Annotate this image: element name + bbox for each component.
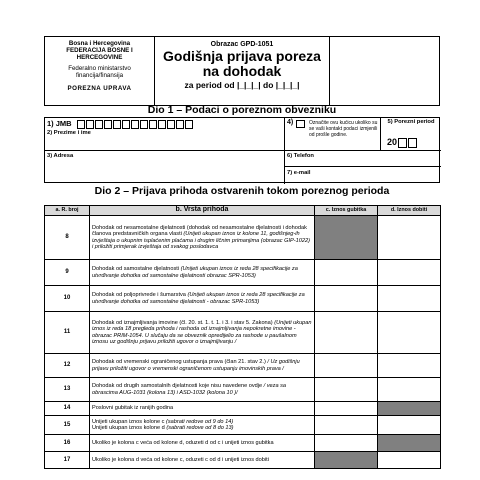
description-instruction: (sabrati redove od 8 do 13) (166, 425, 234, 431)
loss-amount-cell[interactable] (315, 312, 378, 354)
description-text: Ukoliko je kolona c veća od kolone d, oduzeti d od c i unijeti iznos gubitka (92, 439, 274, 446)
table-row (45, 312, 441, 354)
loss-amount-cell[interactable] (315, 378, 378, 402)
col-header-number: a. R. broj (45, 206, 90, 216)
table-row (45, 378, 441, 402)
jmb-digit-box[interactable] (149, 120, 157, 129)
form-title-line2: na dohodak (202, 63, 282, 79)
table-row (45, 260, 441, 286)
table-row (45, 416, 441, 435)
description-instruction: / veza sa obrascima AUG-1031 (kolona 13) i ASD-1032 (kolona 10 )/ (92, 383, 287, 396)
form-code: Obrazac GPD-1051 (210, 41, 274, 48)
description-text: Dohodak od nesamostalne djelatnosti (dohodak od nesamostalne djelatnosti i dohodak članova predstavničkih organa vlasti (92, 224, 307, 238)
authority-block (45, 37, 155, 105)
description-instruction: (sabrati redove od 9 do 14) (166, 418, 234, 425)
tax-authority-name: POREZNA UPRAVA (67, 85, 132, 92)
table-row (45, 452, 441, 469)
income-description (90, 260, 315, 286)
description-text: Ukoliko je kolona d veća od kolone c, oduzeti c od d i unijeti iznos dobiti (92, 456, 269, 463)
income-description (90, 416, 315, 435)
col-header-income-type: b. Vrsta prihoda (90, 206, 315, 216)
loss-amount-cell[interactable] (315, 416, 378, 435)
form-title-line1: Godišnja prijava poreza (163, 48, 321, 64)
income-description (90, 378, 315, 402)
income-description (90, 402, 315, 416)
description-text: Dohodak od iznajmljivanja imovine (čl. 20. st. 1. t. 1. i 3. i stav 5. Zakona) (92, 319, 275, 326)
jmb-digit-box[interactable] (140, 120, 148, 129)
loss-amount-cell (315, 452, 378, 469)
year-digit-box[interactable] (408, 138, 417, 148)
table-row (45, 354, 441, 378)
description-instruction: (Unijeti ukupan iznos iz kolone 11, godišnjeg-ih izvještaja o ukupnim isplaćenim plaćama i drugim ličnim primanjima (obrazac GIP-1022) i priložiti primjerak izvještaja od svakog poslodavca (92, 231, 310, 250)
profit-amount-cell (378, 435, 441, 452)
jmb-digit-box[interactable] (176, 120, 184, 129)
address-label: 3) Adresa (47, 153, 74, 159)
field4-label: 4) (287, 119, 294, 126)
email-cell[interactable] (285, 167, 441, 184)
year-prefix: 20 (387, 137, 398, 147)
table-row (45, 435, 441, 452)
jmb-digit-box[interactable] (113, 120, 121, 129)
description-text: Dohodak od vremenski ograničenog ustupanja prava (član 21. stav 2.) (92, 359, 268, 366)
profit-amount-cell[interactable] (378, 260, 441, 286)
profit-amount-cell[interactable] (378, 216, 441, 260)
loss-amount-cell[interactable] (315, 260, 378, 286)
section2-title: Dio 2 – Prijava prihoda ostvarenih tokom poreznog perioda (94, 185, 390, 197)
income-description (90, 286, 315, 312)
phone-cell[interactable] (285, 151, 441, 167)
description-instruction: (Unijeti ukupan iznos iz reda 18 pregleda prihoda i rashoda od iznajmljivanja nepokretne imovine - obrazac PRIM-1054. U slučaju da se obveznik opredijelio za rashode u paušalnom iznosu uz godišnju prijavu priložiti ugovor o iznajmljivanju / (92, 319, 312, 345)
profit-amount-cell (378, 402, 441, 416)
address-cell[interactable] (45, 151, 285, 184)
jmb-label: 1) JMB (47, 119, 72, 128)
jmb-digit-box[interactable] (167, 120, 175, 129)
taxpayer-data-box (44, 117, 440, 183)
income-description (90, 354, 315, 378)
jmb-input-boxes[interactable] (77, 119, 194, 128)
income-table (44, 205, 441, 469)
profit-amount-cell[interactable] (378, 416, 441, 435)
table-header-row (45, 206, 441, 216)
form-header (44, 36, 440, 106)
table-row (45, 402, 441, 416)
jmb-row (47, 119, 194, 129)
loss-amount-cell[interactable] (315, 286, 378, 312)
jmb-digit-box[interactable] (104, 120, 112, 129)
ministry-name: Federalno ministarstvo financija/finansija (68, 65, 131, 79)
income-description (90, 435, 315, 452)
description-text: Unijeti ukupan iznos kolone c (92, 418, 167, 425)
description-text: Dohodak od drugih samostalnih djelatnosti koje nisu navedene ovdje (92, 383, 264, 390)
income-description (90, 216, 315, 260)
profit-amount-cell[interactable] (378, 378, 441, 402)
row-number: 13 (45, 378, 90, 402)
table-row (45, 286, 441, 312)
description-instruction: (Unijeti ukupan iznos iz reda 28 specifikacije za utvrđivanje dohotka od samostalne djelatnosti obrazac SPR-1053) (92, 266, 298, 279)
jmb-digit-box[interactable] (131, 120, 139, 129)
loss-amount-cell[interactable] (315, 402, 378, 416)
federation-name: FEDERACIJA BOSNE I HERCEGOVINE (66, 47, 133, 61)
section1-title: Dio 1 – Podaci o poreznom obvezniku (147, 104, 337, 116)
phone-label: 6) Telefon (287, 153, 314, 159)
table-row (45, 216, 441, 260)
row-number: 12 (45, 354, 90, 378)
col-header-profit: d. Iznos dobiti (378, 206, 441, 216)
income-description (90, 312, 315, 354)
profit-amount-cell[interactable] (378, 452, 441, 469)
row-number: 17 (45, 452, 90, 469)
jmb-digit-box[interactable] (86, 120, 94, 129)
jmb-digit-box[interactable] (77, 120, 85, 129)
jmb-name-cell (45, 118, 285, 151)
tax-year-field[interactable] (387, 137, 418, 148)
row-number: 15 (45, 416, 90, 435)
loss-amount-cell[interactable] (315, 435, 378, 452)
loss-amount-cell (315, 216, 378, 260)
contact-change-checkbox[interactable] (296, 120, 305, 128)
description-instruction: / Uz godišnju prijavu priložiti ugovor o vremenski ograničenom ustupanju imovinskih prava / (92, 359, 300, 372)
row-number: 14 (45, 402, 90, 416)
jmb-digit-box[interactable] (95, 120, 103, 129)
description-text: Dohodak od samostalne djelatnosti (92, 266, 181, 273)
loss-amount-cell[interactable] (315, 354, 378, 378)
row-number: 11 (45, 312, 90, 354)
title-block (155, 37, 330, 105)
jmb-digit-box[interactable] (158, 120, 166, 129)
contact-change-cell (285, 118, 381, 151)
col-header-loss: c. Iznos gubitka (315, 206, 378, 216)
year-digit-box[interactable] (398, 138, 407, 148)
description-text: Poslovni gubitak iz ranijih godina (92, 405, 174, 412)
row-number: 16 (45, 435, 90, 452)
income-description (90, 452, 315, 469)
email-label: 7) e-mail (287, 170, 311, 176)
row-number: 10 (45, 286, 90, 312)
jmb-digit-box[interactable] (185, 120, 193, 129)
profit-amount-cell[interactable] (378, 312, 441, 354)
jmb-digit-box[interactable] (122, 120, 130, 129)
profit-amount-cell[interactable] (378, 354, 441, 378)
description-instruction: (Unijeti ukupan iznos iz reda 28 specifikacije za utvrđivanje dohotka od samostalne djelatnosti - obrazac SPR-1053) (92, 292, 305, 305)
description-text: Dohodak od poljoprivrede i šumarstva (92, 292, 188, 299)
period-label[interactable]: za period od |_|_|_| do |_|_|_| (184, 80, 300, 90)
tax-period-label: 5) Porezni period (387, 119, 435, 125)
description-text: Unijeti ukupan iznos kolone d (92, 425, 167, 431)
contact-change-text: Označite ovu kućicu ukoliko su se vaši kontakt podaci izmjenili od prošle godine. (309, 120, 378, 138)
country-name: Bosna i Hercegovina (68, 40, 131, 47)
profit-amount-cell[interactable] (378, 286, 441, 312)
tax-period-cell (381, 118, 441, 151)
header-blank-box (330, 37, 440, 105)
name-label: 2) Prezime i ime (47, 130, 91, 136)
row-number: 8 (45, 216, 90, 260)
row-number: 9 (45, 260, 90, 286)
